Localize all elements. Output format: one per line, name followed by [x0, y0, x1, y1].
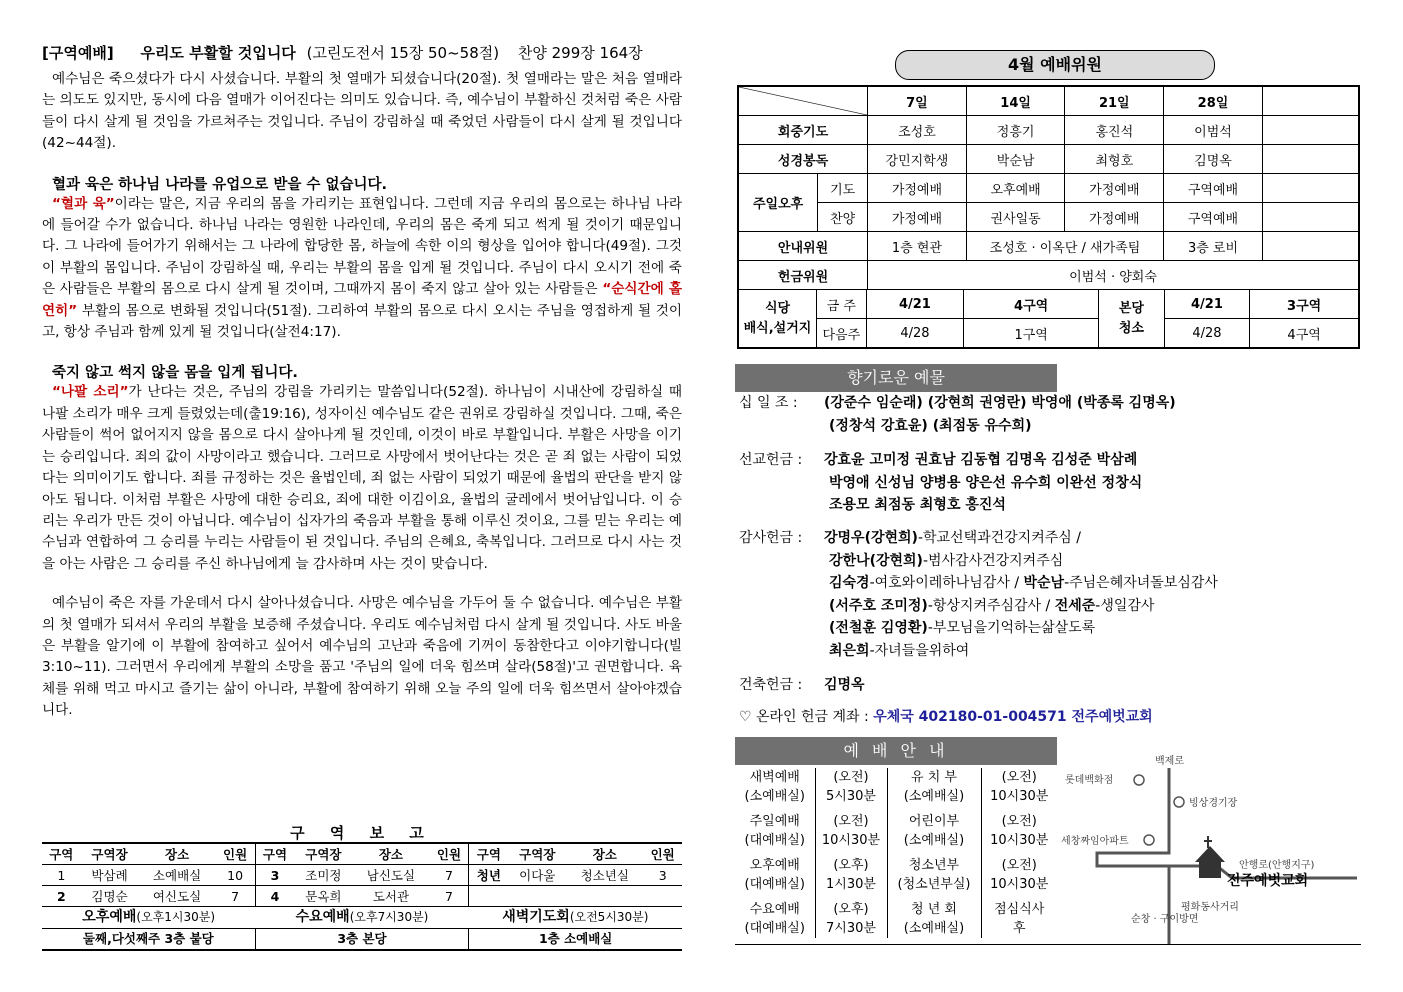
cell	[643, 886, 682, 907]
tithe-section	[739, 392, 1176, 437]
dh: 장소	[138, 843, 215, 865]
dh: 구역장	[294, 843, 352, 865]
cell: 4/21	[1164, 290, 1250, 319]
thanks-name: 강한나(강현희)	[829, 552, 923, 569]
thanks-desc: -범사감사건강지켜주심	[922, 552, 1064, 569]
meal-label-1: 식당	[764, 300, 791, 316]
service-dawn	[469, 906, 682, 928]
service-name: 오후예배	[749, 858, 800, 873]
service-name: 수요예배	[749, 902, 800, 917]
service-name: 유 치 부	[911, 770, 957, 785]
table-row	[738, 261, 1359, 290]
table-row	[738, 116, 1359, 145]
service-place: (청소년부실)	[897, 877, 971, 892]
section2-red1: “나팔 소리”	[52, 384, 129, 401]
meal-label-2: 배식,설거지	[743, 320, 812, 336]
ice-rink-marker	[1174, 797, 1184, 807]
cell: 문옥희	[294, 886, 352, 907]
church-icon	[1195, 836, 1225, 878]
service-wednesday	[255, 906, 468, 928]
sermon-tag: [구역예배]	[42, 44, 114, 62]
mission-names: 박영애 신성님 양병용 양은선 유수희 이완선 정창식	[829, 474, 1143, 491]
service-name: 청소년부	[908, 858, 960, 873]
thanks-desc: -주님은혜자녀돌보심감사	[1064, 575, 1218, 591]
service-place: (대예배실)	[744, 833, 805, 848]
cell: 최형호	[1065, 145, 1164, 174]
service-time: 5시30분	[826, 789, 876, 804]
section1-title: 혈과 육은 하나님 나라를 유업으로 받을 수 없습니다.	[52, 176, 387, 193]
table-row	[42, 886, 682, 907]
cell: 정흥기	[966, 116, 1065, 145]
row-label: 안내위원	[738, 232, 868, 261]
cell: 소예배실	[138, 865, 215, 886]
cell: 조미정	[294, 865, 352, 886]
cell: 박삼례	[81, 865, 139, 886]
meal-cleaning-row	[738, 290, 1359, 349]
row-label: 헌금위원	[738, 261, 868, 290]
map-label: 롯데백화점	[1065, 775, 1114, 786]
cell	[1262, 232, 1359, 261]
map-label: 안행로(안행지구)	[1239, 860, 1315, 871]
mission-label: 선교헌금 :	[739, 452, 803, 468]
table-row	[735, 894, 1057, 938]
date: 21일	[1065, 86, 1164, 116]
cell: 가정예배	[868, 203, 967, 232]
service-name: 새벽기도회	[502, 909, 570, 925]
service-ampm: (오후)	[833, 858, 869, 873]
cell	[1262, 203, 1359, 232]
cell: 1	[42, 865, 81, 886]
this-week-label: 금 주	[817, 290, 867, 319]
date: 7일	[868, 86, 967, 116]
service-place: 3층 본당	[255, 928, 469, 949]
duty-roster-table	[737, 85, 1360, 349]
service-ampm: 점심식사	[994, 902, 1045, 917]
left-page	[42, 42, 682, 946]
thanks-desc: -생일감사	[1095, 597, 1155, 614]
service-name: 오후예배	[82, 909, 137, 925]
dh: 구역	[255, 843, 294, 865]
cell: 4/28	[1164, 319, 1250, 348]
cell: 구역예배	[1164, 203, 1263, 232]
diagonal-cell	[738, 86, 868, 116]
cell: 강민지학생	[868, 145, 967, 174]
date: 14일	[966, 86, 1065, 116]
table-row	[738, 145, 1359, 174]
thanks-name: 박순남	[1023, 575, 1065, 591]
online-offering	[739, 706, 1153, 726]
dh: 구역장	[81, 843, 139, 865]
cell: 이범석	[1164, 116, 1263, 145]
section2-title: 죽지 않고 썩지 않을 몸을 입게 됩니다.	[52, 365, 298, 382]
dh: 장소	[566, 843, 643, 865]
map-label: 백제로	[1155, 756, 1184, 767]
service-afternoon	[42, 906, 255, 928]
cell: 이범석 · 양회숙	[868, 261, 1359, 290]
table-row	[42, 865, 682, 886]
service-ampm: (오전)	[1001, 814, 1037, 829]
church-location-map	[1057, 748, 1361, 944]
service-place: (소예배실)	[744, 789, 805, 804]
service-name: 청 년 회	[911, 902, 957, 917]
cell: 10	[216, 865, 255, 886]
duty-date-row	[738, 86, 1359, 116]
cell: 권사일동	[966, 203, 1065, 232]
cell: 청년	[469, 865, 508, 886]
sermon-intro: 예수님은 죽으셨다가 다시 사셨습니다. 부활의 첫 열매가 되셨습니다(20절). 첫 열매라는 말은 처음 열매라는 의도도 있지만, 동시에 다음 열매가 이어진다는 의미도 있습니다. 즉, 예수님이 부활하신 것처럼 죽은 사람들이 다시 살게 될 것임을 가르쳐주는 것입니다. 주님이 강림하실 때 죽었던 사람들이 다시 살게 될 것입니다(42~44절).	[42, 71, 682, 152]
thanks-desc: -자녀들을위하여	[869, 642, 970, 659]
thanks-desc: -부모님을기억하는삶살도록	[927, 620, 1096, 636]
cell: 청소년실	[566, 865, 643, 886]
cell: 조성호	[868, 116, 967, 145]
online-label: ♡ 온라인 헌금 계좌 :	[739, 709, 869, 725]
cell: 구역예배	[1164, 174, 1263, 203]
right-page	[735, 0, 1361, 992]
cell: 이다울	[508, 865, 566, 886]
service-time: (오전5시30분)	[569, 910, 649, 924]
cell	[1262, 145, 1359, 174]
table-row	[735, 806, 1057, 850]
cell: 여신도실	[138, 886, 215, 907]
service-time: 7시30분	[826, 921, 876, 936]
table-row	[738, 203, 1359, 232]
dh: 구역	[469, 843, 508, 865]
service-place: (대예배실)	[744, 877, 805, 892]
service-ampm: (오후)	[833, 902, 869, 917]
dh: 장소	[352, 843, 429, 865]
service-ampm: (오전)	[1001, 858, 1037, 873]
thanks-name: (전철훈 김영환)	[829, 620, 928, 636]
cleaning-label	[1099, 290, 1165, 347]
cell: 2	[42, 886, 81, 907]
sermon-hymn: 찬양 299장 164장	[517, 44, 643, 62]
cell: 7	[430, 886, 469, 907]
meal-cleaning-table	[739, 290, 1358, 347]
row-label: 회중기도	[738, 116, 868, 145]
map-label: 빙상경기장	[1189, 798, 1238, 809]
service-schedule	[42, 906, 682, 951]
service-time: 후	[1012, 921, 1026, 936]
sermon-closing: 예수님이 죽은 자를 가운데서 다시 살아나셨습니다. 사망은 예수님을 가두어 둘 수 없습니다. 예수님은 부활의 첫 열매가 되셔서 우리의 부활을 보증해 주셨습니다. 우리도 예수님처럼 다시 살게 될 것입니다. 사도 바울은 부활을 알기에 이 부활에 참여하고 싶어서 예수님의 고난과 죽음에 기꺼이 동참한다고 이야기합니다(빌 3:10~11). 그러면서 우리에게 부활의 소망을 품고 '주님의 일에 더욱 힘쓰며 살라(58절)'고 권면합니다. 육체를 위해 먹고 마시고 즐기는 삶이 아니라, 부활에 참여하기 위해 오늘 주의 일에 더욱 힘쓰면서 살아야겠습니다.	[42, 595, 682, 719]
date: 28일	[1164, 86, 1263, 116]
meal-cleaning-cell	[738, 290, 1359, 349]
cell: 7	[216, 886, 255, 907]
service-place: 1층 소예배실	[468, 928, 682, 949]
cleaning-label-1: 본당	[1118, 300, 1144, 316]
thanks-name: 강명우(강현희)	[824, 530, 918, 546]
dh: 인원	[430, 843, 469, 865]
mission-names: 조용모 최점동 최형호 홍진석	[829, 497, 1006, 513]
tithe-label: 십 일 조 :	[739, 395, 798, 411]
service-time: 10시30분	[990, 833, 1049, 848]
thanks-desc: -항상지켜주심감사 /	[927, 597, 1055, 614]
thanks-label: 감사헌금 :	[739, 530, 803, 546]
map-church-label: 전주예벗교회	[1227, 873, 1309, 889]
cell: 조성호 · 이옥단 / 새가족팀	[966, 232, 1163, 261]
service-place: (대예배실)	[744, 921, 805, 936]
service-ampm: (오전)	[833, 814, 869, 829]
district-header-row	[42, 843, 682, 865]
cell: 4	[255, 886, 294, 907]
cell: 홍진석	[1065, 116, 1164, 145]
section2-text1: 가 난다는 것은, 주님의 강림을 가리키는 말씀입니다(52절). 하나님이 시내산에 강림하실 때 나팔 소리가 매우 크게 들렸었는데(출19:16), 성자이신 예수님도 같은 권위로 강림하실 것입니다. 그때, 죽은 사람들이 썩어 없어지지 않을 몸으로 다시 살아나게 될 것인데, 이것이 바로 부활입니다. 부활은 사망을 이기는 승리입니다. 죄의 값이 사망이라고 했습니다. 그러므로 사망에서 벗어난다는 것은 곧 죄 없는 사람이 되었다는 의미이기도 합니다. 죄를 규정하는 것은 율법인데, 죄 없는 사람이 되었기 때문에 율법의 판단을 받지 않아도 됩니다. 이처럼 부활은 사망에 대한 승리요, 죄에 대한 이김이요, 율법의 굴레에서 벗어남입니다. 이 승리는 우리가 만든 것이 아닙니다. 예수님이 십자가의 죽음과 부활을 통해 이루신 것이요, 그를 믿는 우리는 예수님과 연합하여 그 승리를 누리는 사람들이 된 것입니다. 주님의 은혜요, 축복입니다. 그러므로 다시 사는 것을 아는 사람은 그 승리를 주신 하나님에게 늘 감사하며 사는 것이 맞습니다.	[42, 384, 682, 572]
cell: 오후예배	[966, 174, 1065, 203]
lotte-marker	[1134, 775, 1144, 785]
cell: 3층 로비	[1164, 232, 1263, 261]
date	[1262, 86, 1359, 116]
sub-label: 기도	[818, 174, 868, 203]
cell: 1구역	[964, 319, 1099, 348]
sermon-title: 우리도 부활할 것입니다	[140, 44, 296, 62]
row-label: 성경봉독	[738, 145, 868, 174]
cell: 4구역	[1287, 327, 1321, 343]
guide-bottom-rule	[735, 944, 1361, 945]
cell: 4구역	[964, 290, 1099, 319]
dh: 구역장	[508, 843, 566, 865]
service-time: (오후7시30분)	[349, 910, 429, 924]
service-name: 수요예배	[295, 909, 350, 925]
building-names: 김명옥	[824, 677, 865, 693]
service-time: 10시30분	[990, 877, 1049, 892]
table-row	[735, 850, 1057, 894]
map-label: 평화동사거리	[1181, 902, 1239, 913]
thanks-section	[739, 527, 1218, 662]
cell	[1262, 116, 1359, 145]
section1-red2: “순식간에 홀연히”	[42, 281, 682, 319]
service-ampm: (오전)	[833, 770, 869, 785]
cell: 4/28	[866, 319, 963, 348]
map-label: 세창짜임아파트	[1061, 836, 1129, 847]
mission-section	[739, 449, 1142, 517]
service-name: 어린이부	[908, 814, 960, 829]
cell: 도서관	[352, 886, 429, 907]
tithe-names: (정창석 강효윤) (최점동 유수희)	[829, 417, 1032, 434]
cell: 3	[255, 865, 294, 886]
service-time: 10시30분	[990, 789, 1049, 804]
service-place: 둘째,다섯째주 3층 붙당	[42, 928, 255, 949]
sermon-header	[42, 42, 682, 63]
cleaning-label-2: 청소	[1118, 320, 1144, 336]
cell: 3구역	[1250, 290, 1358, 319]
section1-red1: “혈과 육”	[52, 195, 115, 212]
dh: 인원	[643, 843, 682, 865]
district-report-table	[42, 842, 682, 907]
service-time: 1시30분	[826, 877, 876, 892]
cell: 1층 현관	[868, 232, 967, 261]
dh: 구역	[42, 843, 81, 865]
cell: 7	[430, 865, 469, 886]
cell: 김명순	[81, 886, 139, 907]
duty-title: 4월 예배위원	[895, 50, 1215, 80]
service-name: 주일예배	[749, 814, 800, 829]
cell: 4/21	[866, 290, 963, 319]
table-row	[738, 174, 1359, 203]
worship-guide-table	[735, 768, 1057, 938]
guide-title-bar: 예 배 안 내	[735, 737, 1057, 765]
tithe-names: (강준수 임순래) (강현희 권영란) 박영애 (박종록 김명옥)	[824, 395, 1176, 411]
service-ampm: (오전)	[1001, 770, 1037, 785]
cell: 박순남	[966, 145, 1065, 174]
cell: 남신도실	[352, 865, 429, 886]
section2-body	[42, 382, 682, 575]
sub-label: 찬양	[818, 203, 868, 232]
service-place: (소예배실)	[903, 789, 965, 804]
mission-names: 강효윤 고미정 권효남 김동협 김명옥 김성준 박삼례	[824, 452, 1138, 468]
sermon-reference: (고린도전서 15장 50~58절)	[306, 44, 500, 62]
cell: 3	[643, 865, 682, 886]
cell	[1262, 174, 1359, 203]
section1-body	[42, 194, 682, 344]
service-place: (소예배실)	[903, 833, 965, 848]
building-label: 건축헌금 :	[739, 677, 803, 693]
service-place: (소예배실)	[903, 921, 965, 936]
next-week-label: 다음주	[817, 319, 867, 348]
cell	[508, 886, 566, 907]
service-name: 새벽예배	[749, 770, 800, 785]
service-time: (오후1시30분)	[136, 910, 216, 924]
district-report-title: 구 역 보 고	[290, 824, 434, 842]
thanks-name: 전세준	[1054, 597, 1096, 614]
map-label: 순창 · 구이방면	[1131, 914, 1199, 925]
cell	[469, 886, 508, 907]
thanks-name: (서주호 조미정)	[829, 597, 928, 614]
table-row	[735, 768, 1057, 806]
online-account: 우체국 402180-01-004571 전주예벗교회	[873, 709, 1153, 725]
row-label: 주일오후	[738, 174, 818, 232]
section1-text1: 이라는 말은, 지금 우리의 몸을 가리키는 표현입니다. 그런데 지금 우리의 몸으로는 하나님 나라에 들어갈 수가 없습니다. 하나님 나라는 영원한 나라인데, 우리의 몸은 죽게 되고 썩게 될 것이기 때문입니다. 그 나라에 들어가기 위해서는 그 나라에 합당한 몸, 하늘에 속한 이의 형상을 입어야 합니다(49절). 그것이 부활의 몸입니다. 주님이 강림하실 때, 우리는 부활의 몸을 입게 될 것입니다. 주님이 다시 오시기 전에 죽은 사람들은 부활의 몸으로 다시 살게 될 것이며, 그때까지 몸이 죽지 않고 살아 있는 사람들은	[42, 195, 682, 298]
cell: 가정예배	[1065, 203, 1164, 232]
cell	[566, 886, 643, 907]
apartment-marker	[1144, 835, 1154, 845]
cell: 가정예배	[868, 174, 967, 203]
thanks-desc: -학교선택과건강지켜주심 /	[917, 530, 1081, 546]
meal-label	[739, 290, 817, 347]
thanks-name: 김숙경	[829, 575, 870, 591]
thanks-desc: -여호와이레하나님감사 /	[869, 575, 1024, 591]
offerings-title-bar: 향기로운 예물	[735, 364, 1057, 392]
building-section	[739, 674, 865, 697]
thanks-name: 최은희	[829, 642, 870, 659]
table-row	[738, 232, 1359, 261]
section1-text2: 부활의 몸으로 변화될 것입니다(51절). 그리하여 부활의 몸으로 다시 오시는 주님을 영접하게 될 것이고, 항상 주님과 함께 있게 될 것입니다(살전4:17).	[42, 302, 682, 341]
dh: 인원	[216, 843, 255, 865]
cell: 가정예배	[1065, 174, 1164, 203]
cell: 김명옥	[1164, 145, 1263, 174]
service-time: 10시30분	[821, 833, 881, 848]
